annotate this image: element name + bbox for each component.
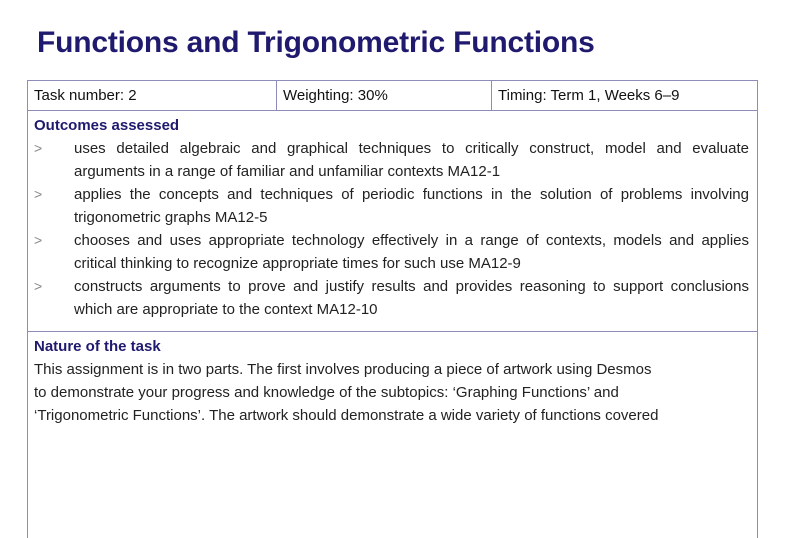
outcomes-heading: Outcomes assessed (34, 117, 180, 134)
outcome-item (34, 229, 749, 275)
outcome-text: uses detailed algebraic and graphical techniques to critically construct, model and evaluate arguments in a range of familiar and unfamiliar contexts MA12-1 (74, 140, 749, 180)
outcome-text: constructs arguments to prove and justify results and provides reasoning to support conclusions which are appropriate to the context MA12-10 (74, 278, 749, 318)
task-table (27, 80, 758, 538)
outcome-item (34, 275, 749, 321)
nature-section (28, 332, 757, 538)
outcome-item (34, 137, 749, 183)
outcome-text: chooses and uses appropriate technology effectively in a range of contexts, models and applies critical thinking to recognize appropriate times for such use MA12-9 (74, 232, 749, 272)
task-number: Task number: 2 (28, 81, 277, 110)
chevron-right-icon: > (34, 186, 43, 202)
chevron-right-icon: > (34, 140, 43, 156)
timing: Timing: Term 1, Weeks 6–9 (498, 87, 680, 104)
nature-line: to demonstrate your progress and knowledge of the subtopics: ‘Graphing Functions’ and (34, 384, 619, 401)
chevron-right-icon: > (34, 278, 43, 294)
task-meta-row (28, 81, 757, 111)
page-title: Functions and Trigonometric Functions (37, 26, 595, 59)
outcomes-section (28, 111, 757, 332)
outcome-text: applies the concepts and techniques of periodic functions in the solution of problems involving trigonometric graphs MA12-5 (74, 186, 749, 226)
chevron-right-icon: > (34, 232, 43, 248)
nature-heading: Nature of the task (34, 338, 161, 355)
nature-line: ‘Trigonometric Functions’. The artwork should demonstrate a wide variety of functions covered (34, 407, 659, 424)
outcome-item (34, 183, 749, 229)
weighting: Weighting: 30% (277, 81, 492, 110)
nature-line: This assignment is in two parts. The first involves producing a piece of artwork using Desmos (34, 361, 652, 378)
